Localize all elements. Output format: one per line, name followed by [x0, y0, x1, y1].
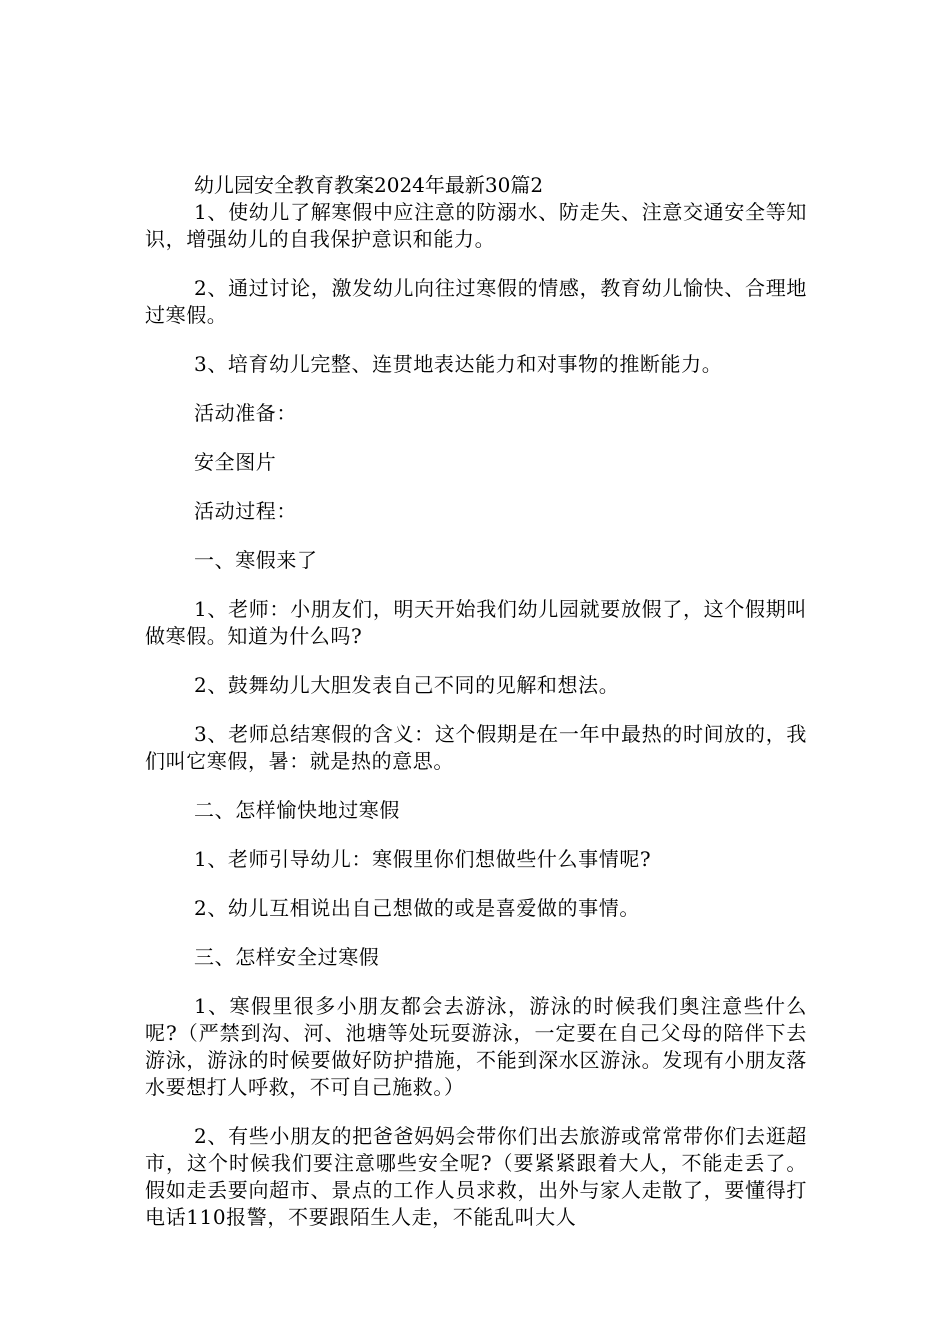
paragraph-materials: 安全图片	[194, 450, 277, 474]
paragraph-goal-1: 1、使幼儿了解寒假中应注意的防溺水、防走失、注意交通安全等知识，增强幼儿的自我保护意识和能力。	[145, 200, 807, 251]
section-heading-preparation: 活动准备：	[194, 401, 297, 425]
paragraph-step-1-2: 2、鼓舞幼儿大胆发表自己不同的见解和想法。	[194, 673, 620, 697]
subsection-heading-1: 一、寒假来了	[194, 548, 318, 572]
paragraph-step-3-1: 1、寒假里很多小朋友都会去游泳，游泳的时候我们奥注意些什么呢?（严禁到沟、河、池塘等处玩耍游泳，一定要在自己父母的陪伴下去游泳，游泳的时候要做好防护措施，不能到深水区游泳。发现有小朋友落水要想打人呼救，不可自己施救。）	[145, 994, 807, 1099]
paragraph-step-3-2: 2、有些小朋友的把爸爸妈妈会带你们出去旅游或常常带你们去逛超市，这个时候我们要注意哪些安全呢?（要紧紧跟着大人，不能走丢了。假如走丢要向超市、景点的工作人员求救，出外与家人走散了，要懂得打电话110报警，不要跟陌生人走，不能乱叫大人	[145, 1124, 807, 1229]
paragraph-step-1-3: 3、老师总结寒假的含义：这个假期是在一年中最热的时间放的，我们叫它寒假，暑：就是热的意思。	[145, 722, 807, 773]
paragraph-step-2-1: 1、老师引导幼儿：寒假里你们想做些什么事情呢?	[194, 847, 652, 871]
document-title: 幼儿园安全教育教案2024年最新30篇2	[194, 173, 544, 197]
section-heading-process: 活动过程：	[194, 499, 297, 523]
paragraph-goal-2: 2、通过讨论，激发幼儿向往过寒假的情感，教育幼儿愉快、合理地过寒假。	[145, 276, 807, 327]
paragraph-step-1-1: 1、老师：小朋友们，明天开始我们幼儿园就要放假了，这个假期叫做寒假。知道为什么吗?	[145, 597, 807, 648]
subsection-heading-2: 二、怎样愉快地过寒假	[194, 798, 400, 822]
document-body	[145, 172, 807, 1253]
paragraph-step-2-2: 2、幼儿互相说出自己想做的或是喜爱做的事情。	[194, 896, 640, 920]
subsection-heading-3: 三、怎样安全过寒假	[194, 945, 380, 969]
paragraph-goal-3: 3、培育幼儿完整、连贯地表达能力和对事物的推断能力。	[194, 352, 723, 376]
